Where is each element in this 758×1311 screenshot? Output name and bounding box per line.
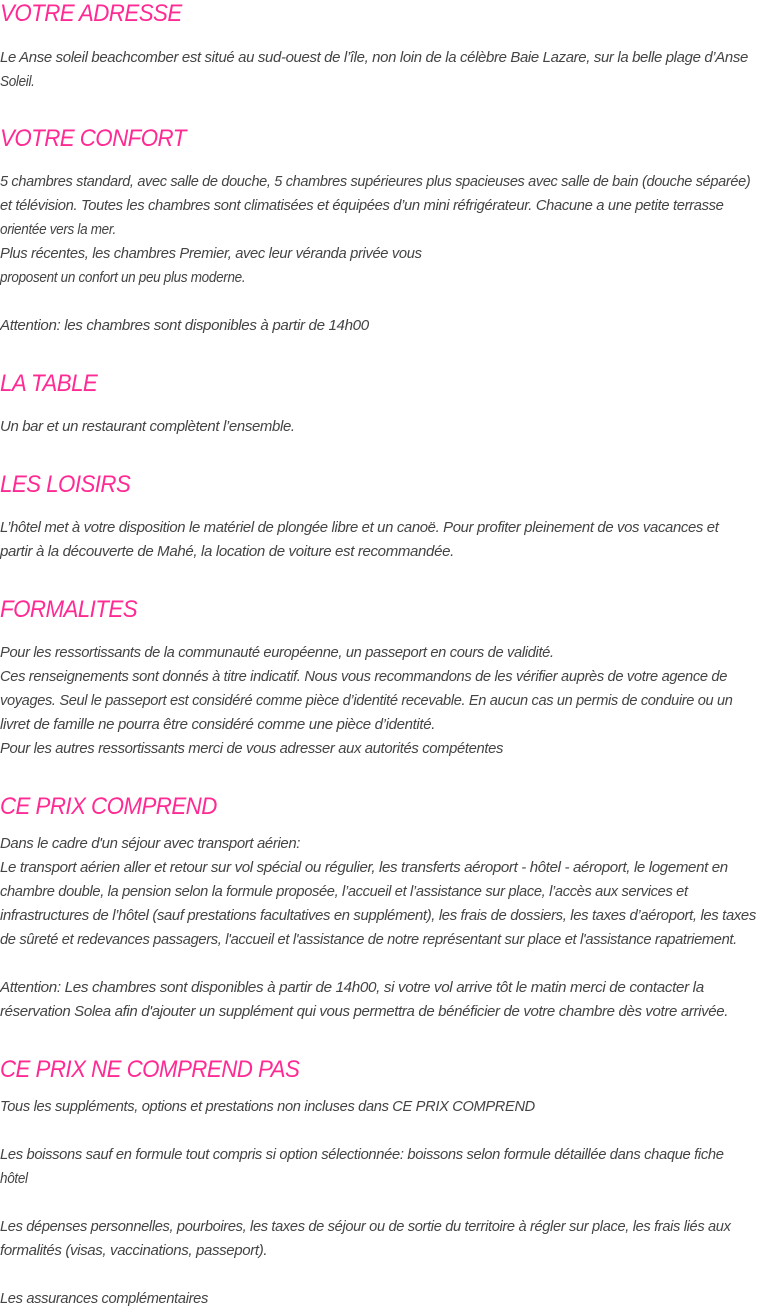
section-heading-ce-prix-ne-comprend-pas: CE PRIX NE COMPREND PAS <box>0 1056 300 1083</box>
section-heading-ce-prix-comprend: CE PRIX COMPREND <box>0 793 217 820</box>
section-text-line: livret de famille ne pourra être considéré comme une pièce d’identité. <box>0 716 436 733</box>
section-text-line: orientée vers la mer. <box>0 221 116 238</box>
section-text-line: Tous les suppléments, options et prestations non incluses dans CE PRIX COMPREND <box>0 1098 535 1115</box>
section-text-line: Les dépenses personnelles, pourboires, les taxes de séjour ou de sortie du territoire à régler sur place, les frais liés aux <box>0 1218 731 1235</box>
section-heading-formalites: FORMALITES <box>0 596 138 623</box>
section-text-line: chambre double, la pension selon la formule proposée, l’accueil et l’assistance sur place, l’accès aux services et <box>0 883 688 900</box>
section-text-line: de sûreté et redevances passagers, l'accueil et l'assistance de notre représentant sur place et l'assistance rapatriement. <box>0 931 737 948</box>
section-text-line: partir à la découverte de Mahé, la location de voiture est recommandée. <box>0 543 454 560</box>
section-heading-les-loisirs: LES LOISIRS <box>0 471 131 498</box>
section-text-line: voyages. Seul le passeport est considéré comme pièce d’identité recevable. En aucun cas un permis de conduire ou un <box>0 692 733 709</box>
section-text-line: Dans le cadre d'un séjour avec transport aérien: <box>0 835 301 852</box>
section-text-line: réservation Solea afin d'ajouter un supplément qui vous permettra de bénéficier de votre chambre dès votre arrivée. <box>0 1003 729 1020</box>
section-text-line: Pour les ressortissants de la communauté européenne, un passeport en cours de validité. <box>0 644 554 661</box>
section-text-line: Plus récentes, les chambres Premier, avec leur véranda privée vous <box>0 245 422 262</box>
section-text-line: L’hôtel met à votre disposition le matériel de plongée libre et un canoë. Pour profiter pleinement de vos vacances et <box>0 519 719 536</box>
section-text-line: Les assurances complémentaires <box>0 1290 208 1307</box>
section-text-line: Les boissons sauf en formule tout compris si option sélectionnée: boissons selon formule détaillée dans chaque fiche <box>0 1146 724 1163</box>
section-text-line: Un bar et un restaurant complètent l’ensemble. <box>0 418 295 435</box>
section-text-line: proposent un confort un peu plus moderne. <box>0 269 246 286</box>
section-text-line: Le Anse soleil beachcomber est situé au sud-ouest de l’île, non loin de la célèbre Baie Lazare, sur la belle plage d’Anse <box>0 49 748 66</box>
section-text-line: Ces renseignements sont donnés à titre indicatif. Nous vous recommandons de les vérifier auprès de votre agence de <box>0 668 728 685</box>
section-heading-votre-adresse: VOTRE ADRESSE <box>0 0 182 27</box>
section-text-line: Soleil. <box>0 73 35 90</box>
section-heading-votre-confort: VOTRE CONFORT <box>0 125 186 152</box>
section-text-line: 5 chambres standard, avec salle de douche, 5 chambres supérieures plus spacieuses avec salle de bain (douche séparée) <box>0 173 751 190</box>
section-text-line: et télévision. Toutes les chambres sont climatisées et équipées d’un mini réfrigérateur. Chacune a une petite terrasse <box>0 197 724 214</box>
section-text-line: hôtel <box>0 1170 28 1187</box>
section-text-line: Attention: Les chambres sont disponibles à partir de 14h00, si votre vol arrive tôt le matin merci de contacter la <box>0 979 704 996</box>
section-text-line: infrastructures de l’hôtel (sauf prestations facultatives en supplément), les frais de dossiers, les taxes d’aéroport, les taxes <box>0 907 756 924</box>
section-text-line: Pour les autres ressortissants merci de vous adresser aux autorités compétentes <box>0 740 504 757</box>
section-text-line: formalités (visas, vaccinations, passeport). <box>0 1242 268 1259</box>
section-text-line: Attention: les chambres sont disponibles à partir de 14h00 <box>0 317 369 334</box>
section-text-line: Le transport aérien aller et retour sur vol spécial ou régulier, les transferts aéroport - hôtel - aéroport, le logement en <box>0 859 728 876</box>
section-heading-la-table: LA TABLE <box>0 370 98 397</box>
